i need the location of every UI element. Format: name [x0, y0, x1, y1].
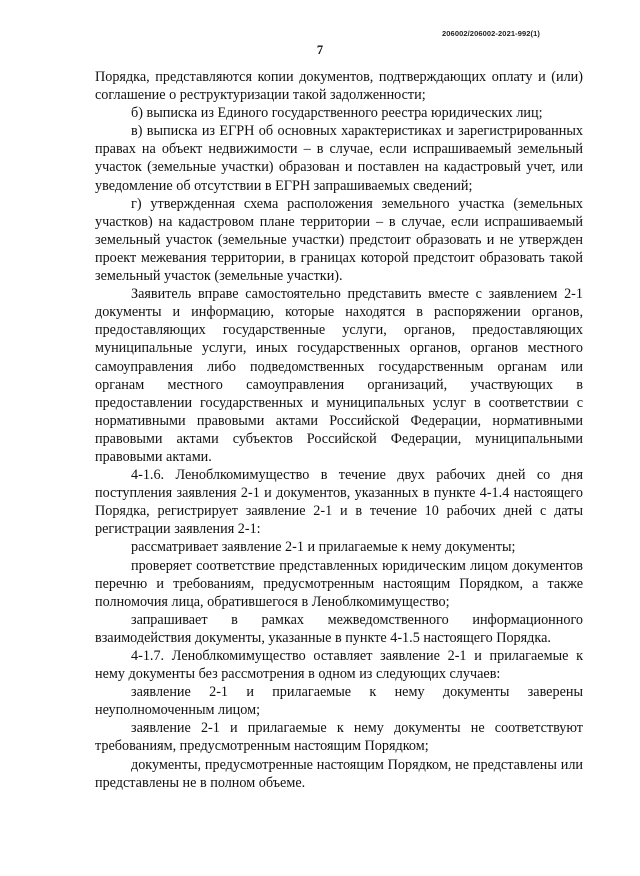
paragraph-case-noncompliant: заявление 2-1 и прилагаемые к нему документы не соответствуют требованиям, предусмотренным настоящим Порядком; — [95, 720, 583, 755]
paragraph-4-1-7: 4-1.7. Леноблкомимущество оставляет заявление 2-1 и прилагаемые к нему документы без рассмотрения в одном из следующих случаев: — [95, 648, 583, 683]
document-body — [95, 68, 583, 792]
paragraph-requests: запрашивает в рамках межведомственного информационного взаимодействия документы, указанные в пункте 4-1.5 настоящего Порядка. — [95, 611, 583, 646]
paragraph-continuation: Порядка, представляются копии документов, подтверждающих оплату и (или) соглашение о реструктуризации такой задолженности; — [95, 69, 583, 104]
paragraph-item-g: г) утвержденная схема расположения земельного участка (земельных участков) на кадастровом плане территории – в случае, если испрашиваемый земельный участок (земельные участки) предстоит образовать и не утвержден проект межевания территории, в границах которой предстоит образовать такой земельный участок (земельные участки). — [95, 195, 583, 285]
document-id: 206002/206002-2021-992(1) — [442, 29, 540, 38]
page-number: 7 — [316, 43, 324, 57]
paragraph-item-v: в) выписка из ЕГРН об основных характеристиках и зарегистрированных правах на объект недвижимости – в случае, если испрашиваемый земельный участок (земельные участки) образован и поставлен на кадастровый учет, или уведомление об отсутствии в ЕГРН запрашиваемых сведений; — [95, 123, 583, 194]
paragraph-item-b: б) выписка из Единого государственного реестра юридических лиц; — [131, 105, 543, 122]
paragraph-checks: проверяет соответствие представленных юридическим лицом документов перечню и требованиям, предусмотренным настоящим Порядком, а также полномочия лица, обратившегося в Леноблкомимущество; — [95, 557, 583, 610]
paragraph-reviews: рассматривает заявление 2-1 и прилагаемые к нему документы; — [131, 539, 516, 556]
paragraph-4-1-6: 4-1.6. Леноблкомимущество в течение двух рабочих дней со дня поступления заявления 2-1 и документов, указанных в пункте 4-1.4 настоящего Порядка, регистрирует заявление 2-1 и в течение 10 рабочих дней с даты регистрации заявления 2-1: — [95, 467, 583, 538]
paragraph-case-incomplete: документы, предусмотренные настоящим Порядком, не представлены или представлены не в полном объеме. — [95, 756, 583, 791]
paragraph-applicant-right: Заявитель вправе самостоятельно представить вместе с заявлением 2-1 документы и информацию, которые находятся в распоряжении органов, предоставляющих государственные услуги, органов, предоставляющих муниципальные услуги, иных государственных органов, органов местного самоуправления либо подведомственных государственным органам или органам местного самоуправления организаций, участвующих в предоставлении государственных и муниципальных услуг в соответствии с нормативными правовыми актами Российской Федерации, нормативными правовыми актами субъектов Российской Федерации, муниципальными правовыми актами. — [95, 286, 583, 465]
paragraph-case-unauthorized: заявление 2-1 и прилагаемые к нему документы заверены неуполномоченным лицом; — [95, 684, 583, 719]
